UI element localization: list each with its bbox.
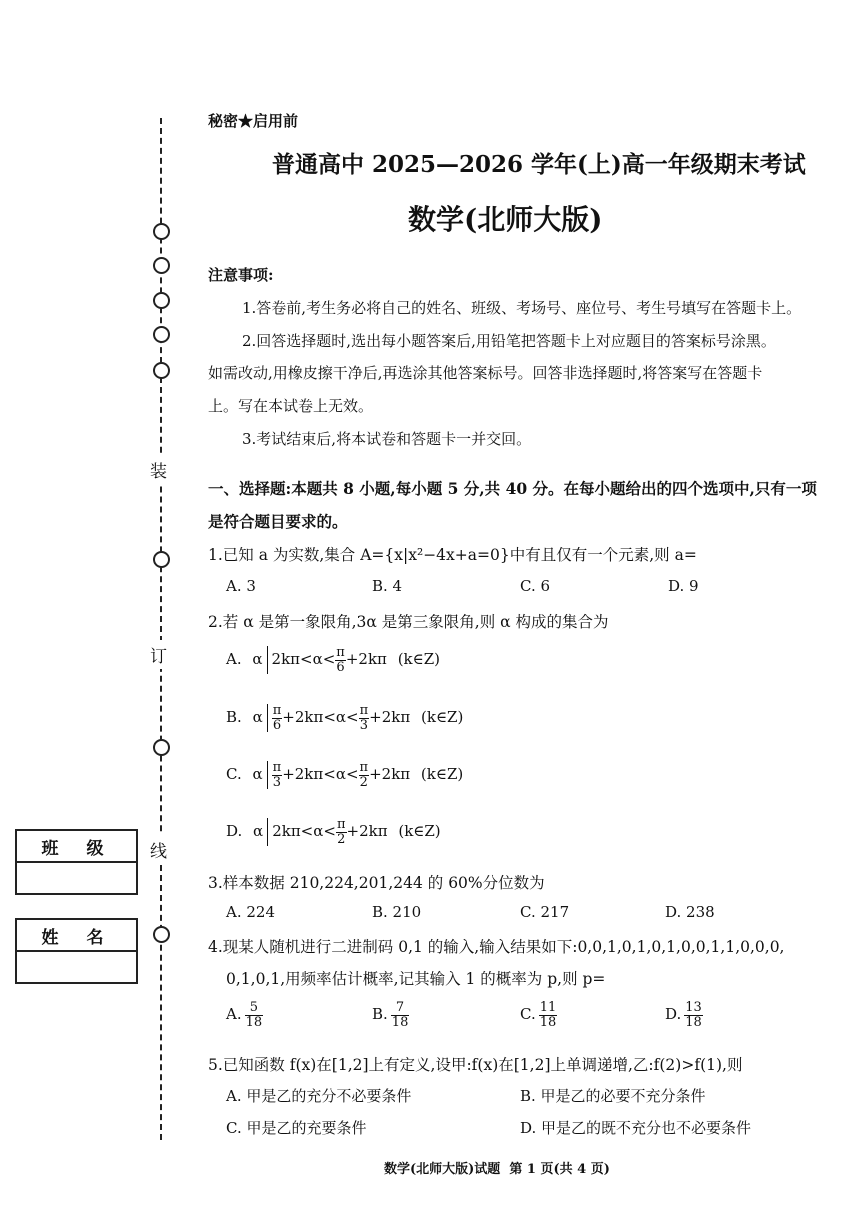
binding-hole <box>153 551 170 568</box>
q2-a-plus: +2kπ <box>345 650 387 669</box>
q2-b-lt: <α< <box>323 708 359 727</box>
fraction: $\frac{\pi}{6}$ <box>272 703 282 733</box>
fraction: $\frac{\pi}{2}$ <box>359 760 369 790</box>
q1-option-c[interactable]: C. 6 <box>520 577 551 595</box>
q2-c-plus1: +2kπ <box>282 765 324 784</box>
binding-hole <box>153 257 170 274</box>
fraction: $\frac{\pi}{2}$ <box>336 817 346 847</box>
page-footer: 数学(北师大版)试题 第 1 页(共 4 页) <box>384 1162 610 1177</box>
section1-line2: 是符合题目要求的。 <box>208 512 348 531</box>
q2-d-range: 2kπ<α< <box>272 822 336 841</box>
name-label: 姓名 <box>17 920 136 952</box>
binding-hole <box>153 292 170 309</box>
class-label: 班级 <box>17 831 136 863</box>
notes-title: 注意事项: <box>208 266 274 284</box>
q3-option-d[interactable]: D. 238 <box>665 903 715 921</box>
binding-char-zhuang: 装 <box>150 455 167 484</box>
q5-option-a[interactable]: A. 甲是乙的充分不必要条件 <box>226 1087 412 1105</box>
q2-c-alpha: α <box>252 765 263 784</box>
q3-option-a[interactable]: A. 224 <box>226 903 275 921</box>
q2-a-range: 2kπ<α< <box>271 650 336 669</box>
fraction: $\frac{11}{18}$ <box>539 1000 557 1030</box>
q2-c-lt: <α< <box>323 765 359 784</box>
q2-c-kz: (k∈Z) <box>420 765 464 784</box>
q4-a-label: A. <box>226 1005 242 1024</box>
binding-char-ding: 订 <box>150 640 167 669</box>
q2-a-alpha: α <box>252 650 263 669</box>
note-item-3: 3.考试结束后,将本试卷和答题卡一并交回。 <box>242 430 532 448</box>
fraction: $\frac{7}{18}$ <box>391 1000 409 1030</box>
q2-b-plus2: +2kπ <box>369 708 411 727</box>
binding-hole <box>153 926 170 943</box>
q5-option-c[interactable]: C. 甲是乙的充要条件 <box>226 1119 367 1137</box>
q2-c-label: C. <box>226 765 242 784</box>
q2-b-kz: (k∈Z) <box>421 708 464 727</box>
exam-title: 普通高中 2025—2026 学年(上)高一年级期末考试 <box>272 151 806 178</box>
q1-option-b[interactable]: B. 4 <box>372 577 403 595</box>
note-item-2b: 如需改动,用橡皮擦干净后,再选涂其他答案标号。回答非选择题时,将答案写在答题卡 <box>208 364 763 382</box>
class-blank[interactable] <box>17 863 136 893</box>
q4-option-d[interactable] <box>665 1001 703 1029</box>
class-field <box>15 829 138 895</box>
q2-b-label: B. <box>226 708 242 727</box>
note-item-2a: 2.回答选择题时,选出每小题答案后,用铅笔把答题卡上对应题目的答案标号涂黑。 <box>242 332 776 350</box>
q3-option-b[interactable]: B. 210 <box>372 903 422 921</box>
q1-stem: 1.已知 a 为实数,集合 A={x|x²−4x+a=0}中有且仅有一个元素,则 a= <box>208 546 697 564</box>
fraction: $\frac{\pi}{6}$ <box>336 645 345 675</box>
section1-line1: 一、选择题:本题共 8 小题,每小题 5 分,共 40 分。在每小题给出的四个选项中,只有一项 <box>208 479 817 498</box>
q5-option-d[interactable]: D. 甲是乙的既不充分也不必要条件 <box>520 1119 752 1137</box>
q2-d-label: D. <box>226 822 243 841</box>
q4-option-c[interactable] <box>520 1001 557 1029</box>
q2-stem: 2.若 α 是第一象限角,3α 是第三象限角,则 α 构成的集合为 <box>208 613 609 631</box>
q2-d-alpha: α <box>253 822 264 841</box>
q1-option-a[interactable]: A. 3 <box>226 577 256 595</box>
q4-d-label: D. <box>665 1005 682 1024</box>
binding-char-xian: 线 <box>150 835 167 864</box>
q2-c-plus2: +2kπ <box>369 765 411 784</box>
q3-stem: 3.样本数据 210,224,201,244 的 60%分位数为 <box>208 874 545 892</box>
q2-a-label: A. <box>226 650 242 669</box>
secret-mark: 秘密★启用前 <box>208 112 299 130</box>
q2-option-d[interactable] <box>226 818 441 846</box>
note-item-1: 1.答卷前,考生务必将自己的姓名、班级、考场号、座位号、考生号填写在答题卡上。 <box>242 299 802 317</box>
note-item-2c: 上。写在本试卷上无效。 <box>208 397 374 415</box>
q4-b-label: B. <box>372 1005 388 1024</box>
q4-option-b[interactable] <box>372 1001 409 1029</box>
q3-option-c[interactable]: C. 217 <box>520 903 570 921</box>
q4-option-a[interactable] <box>226 1001 263 1029</box>
binding-hole <box>153 362 170 379</box>
q5-option-b[interactable]: B. 甲是乙的必要不充分条件 <box>520 1087 706 1105</box>
q2-d-plus: +2kπ <box>346 822 388 841</box>
q4-c-label: C. <box>520 1005 536 1024</box>
q2-b-alpha: α <box>252 708 263 727</box>
q1-option-d[interactable]: D. 9 <box>668 577 699 595</box>
binding-hole <box>153 739 170 756</box>
q2-option-c[interactable] <box>226 761 463 789</box>
fraction: $\frac{13}{18}$ <box>685 1000 702 1030</box>
binding-hole <box>153 223 170 240</box>
q2-d-kz: (k∈Z) <box>398 822 441 841</box>
q5-stem: 5.已知函数 f(x)在[1,2]上有定义,设甲:f(x)在[1,2]上单调递增,乙:f(2)>f(1),则 <box>208 1056 743 1074</box>
q4-stem-1: 4.现某人随机进行二进制码 0,1 的输入,输入结果如下:0,0,1,0,1,0,1,0,0,1,1,0,0,0, <box>208 938 785 956</box>
set-bar <box>267 818 268 846</box>
set-bar <box>267 646 268 674</box>
subject-title: 数学(北师大版) <box>408 203 603 236</box>
set-bar <box>267 704 268 732</box>
fraction: $\frac{5}{18}$ <box>245 1000 263 1030</box>
q2-option-a[interactable] <box>226 646 440 674</box>
q2-a-kz: (k∈Z) <box>397 650 441 669</box>
q2-option-b[interactable] <box>226 704 463 732</box>
name-blank[interactable] <box>17 952 136 982</box>
q2-b-plus1: +2kπ <box>282 708 324 727</box>
q4-stem-2: 0,1,0,1,用频率估计概率,记其输入 1 的概率为 p,则 p= <box>226 970 606 988</box>
set-bar <box>267 761 268 789</box>
fraction: $\frac{\pi}{3}$ <box>272 760 282 790</box>
fraction: $\frac{\pi}{3}$ <box>359 703 369 733</box>
binding-hole <box>153 326 170 343</box>
name-field <box>15 918 138 984</box>
